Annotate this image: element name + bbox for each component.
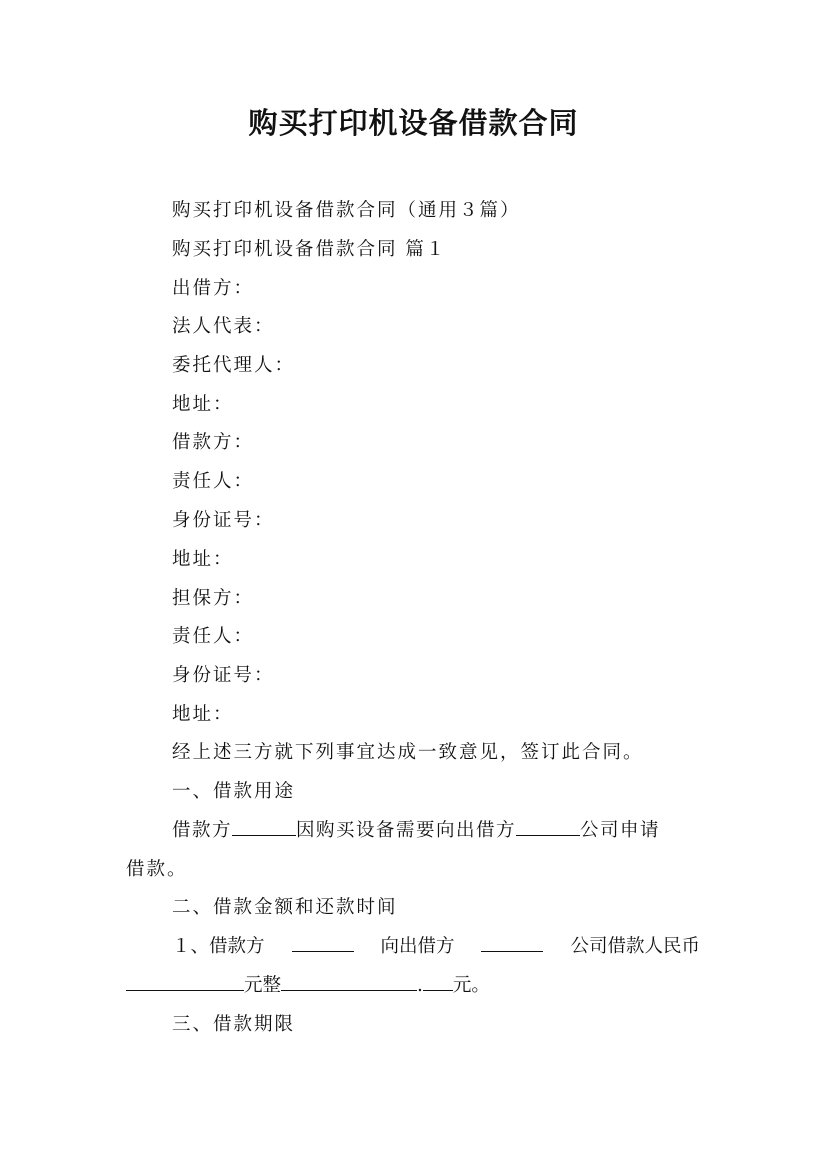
clause1-text-c: 公司申请 — [580, 820, 661, 841]
agent-field: 委托代理人： — [172, 355, 296, 376]
borrower-blank — [292, 935, 354, 952]
clause3-heading: 三、借款期限 — [172, 1014, 296, 1035]
clause1-paragraph — [172, 817, 660, 845]
guarantor-responsible-field: 责任人： — [172, 626, 255, 647]
borrower-address-field: 地址： — [172, 549, 234, 570]
borrower-name-blank — [232, 819, 296, 836]
guarantor-address-field: 地址： — [172, 704, 234, 725]
lender-company-blank — [516, 819, 580, 836]
lender-blank — [481, 935, 543, 952]
clause2-item1-text-a: １、借款方 — [172, 936, 265, 957]
document-subtitle: 购买打印机设备借款合同（通用３篇） — [172, 200, 521, 221]
clause2-item1-text-b: 向出借方 — [380, 936, 455, 957]
lender-field: 出借方： — [172, 278, 255, 299]
legal-rep-field: 法人代表： — [172, 316, 275, 337]
lender-address-field: 地址： — [172, 394, 234, 415]
borrower-responsible-field: 责任人： — [172, 471, 255, 492]
clause2-item1-text-e: . — [417, 975, 423, 996]
borrower-id-field: 身份证号： — [172, 510, 275, 531]
guarantor-id-field: 身份证号： — [172, 665, 275, 686]
clause1-heading: 一、借款用途 — [172, 781, 296, 802]
clause2-item1-text-c: 公司借款人民币 — [570, 936, 700, 957]
clause2-item1-text-f: 元。 — [452, 975, 490, 996]
section-heading: 购买打印机设备借款合同 篇１ — [172, 239, 447, 260]
clause1-text-a: 借款方 — [172, 820, 233, 841]
clause2-item1-line1 — [172, 933, 700, 961]
guarantor-field: 担保方： — [172, 588, 255, 609]
clause1-text-b: 因购买设备需要向出借方 — [296, 820, 517, 841]
clause1-paragraph-continued: 借款。 — [126, 859, 188, 880]
amount-figures-blank — [281, 974, 417, 991]
document-title: 购买打印机设备借款合同 — [248, 106, 579, 140]
agreement-statement: 经上述三方就下列事宜达成一致意见，签订此合同。 — [172, 742, 644, 763]
amount-in-words-blank — [126, 974, 244, 991]
clause2-heading: 二、借款金额和还款时间 — [172, 897, 398, 918]
clause2-item1-line2 — [126, 972, 490, 1000]
clause2-item1-text-d: 元整 — [244, 975, 282, 996]
amount-decimal-blank — [423, 974, 453, 991]
borrower-field: 借款方： — [172, 432, 255, 453]
